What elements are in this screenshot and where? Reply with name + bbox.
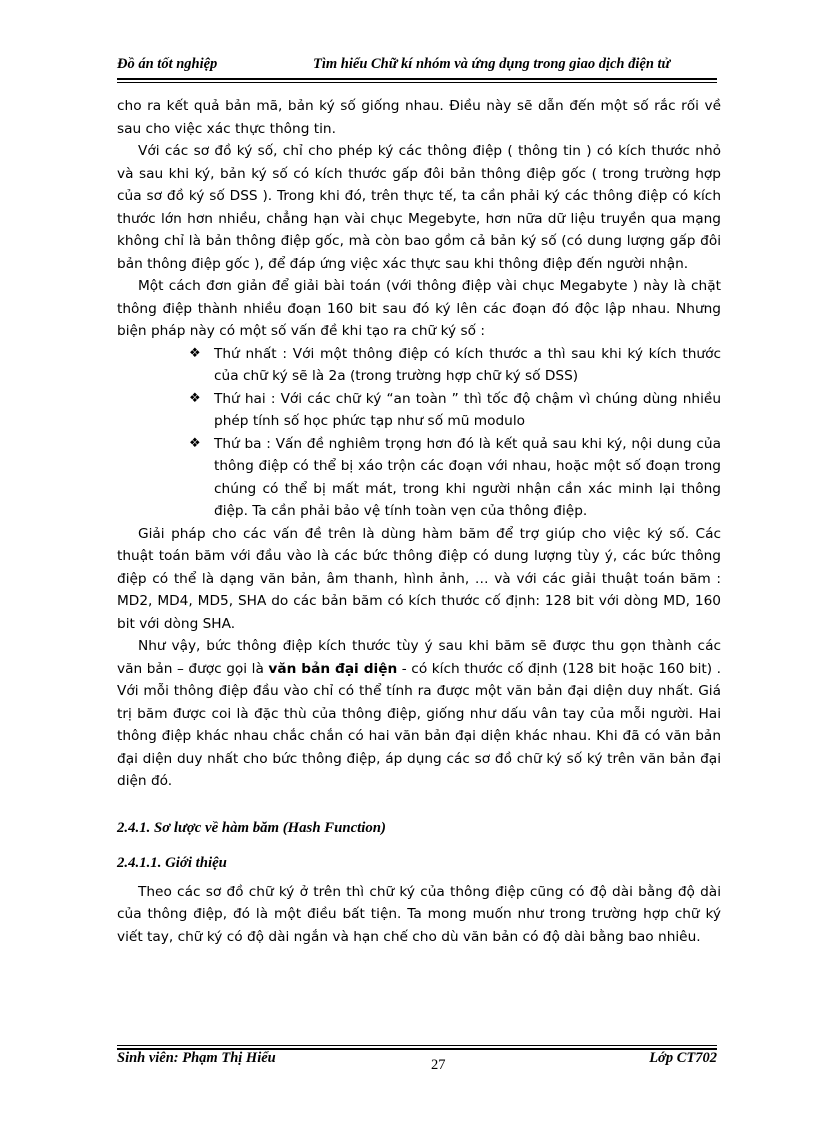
footer-class: Lớp CT702	[649, 1050, 717, 1066]
list-item-text: Thứ ba : Vấn đề nghiêm trọng hơn đó là kết quả sau khi ký, nội dung của thông điệp có thể bị xáo trộn các đoạn với nhau, hoặc một số đoạn trong chúng có thể bị mất mát, trong khi người nhận cần xác minh lại thông điệp. Ta cần phải bảo vệ tính toàn vẹn của thông điệp.	[214, 435, 721, 519]
problem-list	[117, 343, 721, 523]
list-item-text: Thứ hai : Với các chữ ký “an toàn ” thì tốc độ chậm vì chúng dùng nhiều phép tính số học phức tạp như số mũ modulo	[214, 390, 721, 429]
paragraph-5-end: - có kích thước cố định (128 bit hoặc 160 bit) . Với mỗi thông điệp đầu vào chỉ có thể tính ra được một văn bản đại diện duy nhất. Giá trị băm được coi là đặc thù của thông điệp, giống như dấu vân tay của mỗi người. Hai thông điệp khác nhau chắc chắn có hai văn bản đại diện khác nhau. Khi đã có văn bản đại diện duy nhất cho bức thông điệp, áp dụng các sơ đồ chữ ký số ký trên văn bản đại diện đó.	[117, 660, 721, 789]
diamond-dots-icon: ❖	[189, 345, 201, 361]
subsection-heading: 2.4.1.1. Giới thiệu	[117, 855, 227, 871]
header-thesis-label: Đồ án tốt nghiệp	[117, 56, 218, 72]
paragraph-1: cho ra kết quả bản mã, bản ký số giống nhau. Điều này sẽ dẫn đến một số rắc rối về sau cho việc xác thực thông tin.	[117, 98, 721, 137]
paragraph-3: Một cách đơn giản để giải bài toán (với thông điệp vài chục Megabyte ) này là chặt thông điệp thành nhiều đoạn 160 bit sau đó ký lên các đoạn đó độc lập nhau. Nhưng biện pháp này có một số vấn đề khi tạo ra chữ ký số :	[117, 278, 721, 339]
paragraph-4: Giải pháp cho các vấn đề trên là dùng hàm băm để trợ giúp cho việc ký số. Các thuật toán băm với đầu vào là các bức thông điệp có dung lượng tùy ý, các bức thông điệp có thể là dạng văn bản, âm thanh, hình ảnh, … và với các giải thuật toán băm : MD2, MD4, MD5, SHA do các bản băm có kích thước cố định: 128 bit với dòng MD, 160 bit với dòng SHA.	[117, 525, 721, 632]
paragraph-2: Với các sơ đồ ký số, chỉ cho phép ký các thông điệp ( thông tin ) có kích thước nhỏ và sau khi ký, bản ký số có kích thước gấp đôi bản thông điệp gốc ( trong trường hợp của sơ đồ ký số DSS ). Trong khi đó, trên thực tế, ta cần phải ký các thông điệp có kích thước lớn hơn nhiều, chẳng hạn vài chục Megebyte, hơn nữa dữ liệu truyền qua mạng không chỉ là bản thông điệp gốc, mà còn bao gồm cả bản ký số (có dung lượng gấp đôi bản thông điệp gốc ), để đáp ứng việc xác thực sau khi thông điệp đến người nhận.	[117, 143, 721, 272]
page-number: 27	[431, 1057, 446, 1073]
list-item	[189, 388, 721, 433]
header-rule-thick	[117, 78, 717, 80]
header-rule-thin	[117, 82, 717, 83]
list-item-text: Thứ nhất : Với một thông điệp có kích thước a thì sau khi ký kích thước của chữ ký sẽ là 2a (trong trường hợp chữ ký số DSS)	[214, 345, 721, 384]
footer-rule-thin	[117, 1045, 717, 1046]
paragraph-5	[117, 635, 721, 793]
page-header	[117, 56, 717, 78]
header-thesis-title: Tìm hiểu Chữ kí nhóm và ứng dụng trong giao dịch điện tử	[313, 56, 671, 72]
paragraph-5-start: Như vậy, bức thông điệp kích thước tùy ý sau khi băm sẽ được thu gọn thành các văn bản – được gọi là	[117, 638, 721, 677]
list-item	[189, 433, 721, 523]
footer-student: Sinh viên: Phạm Thị Hiểu	[117, 1050, 276, 1066]
page-body	[117, 95, 721, 948]
page-footer	[117, 1050, 717, 1080]
paragraph-6: Theo các sơ đồ chữ ký ở trên thì chữ ký của thông điệp cũng có độ dài bằng độ dài của thông điệp, đó là một điều bất tiện. Ta mong muốn như trong trường hợp chữ ký viết tay, chữ ký có độ dài ngắn và hạn chế cho dù văn bản có độ dài bằng bao nhiêu.	[117, 883, 721, 945]
section-heading: 2.4.1. Sơ lược về hàm băm (Hash Function)	[117, 819, 386, 836]
diamond-dots-icon: ❖	[189, 390, 201, 406]
diamond-dots-icon: ❖	[189, 435, 201, 451]
term-representative-text: văn bản đại diện	[268, 660, 398, 677]
list-item	[189, 343, 721, 388]
